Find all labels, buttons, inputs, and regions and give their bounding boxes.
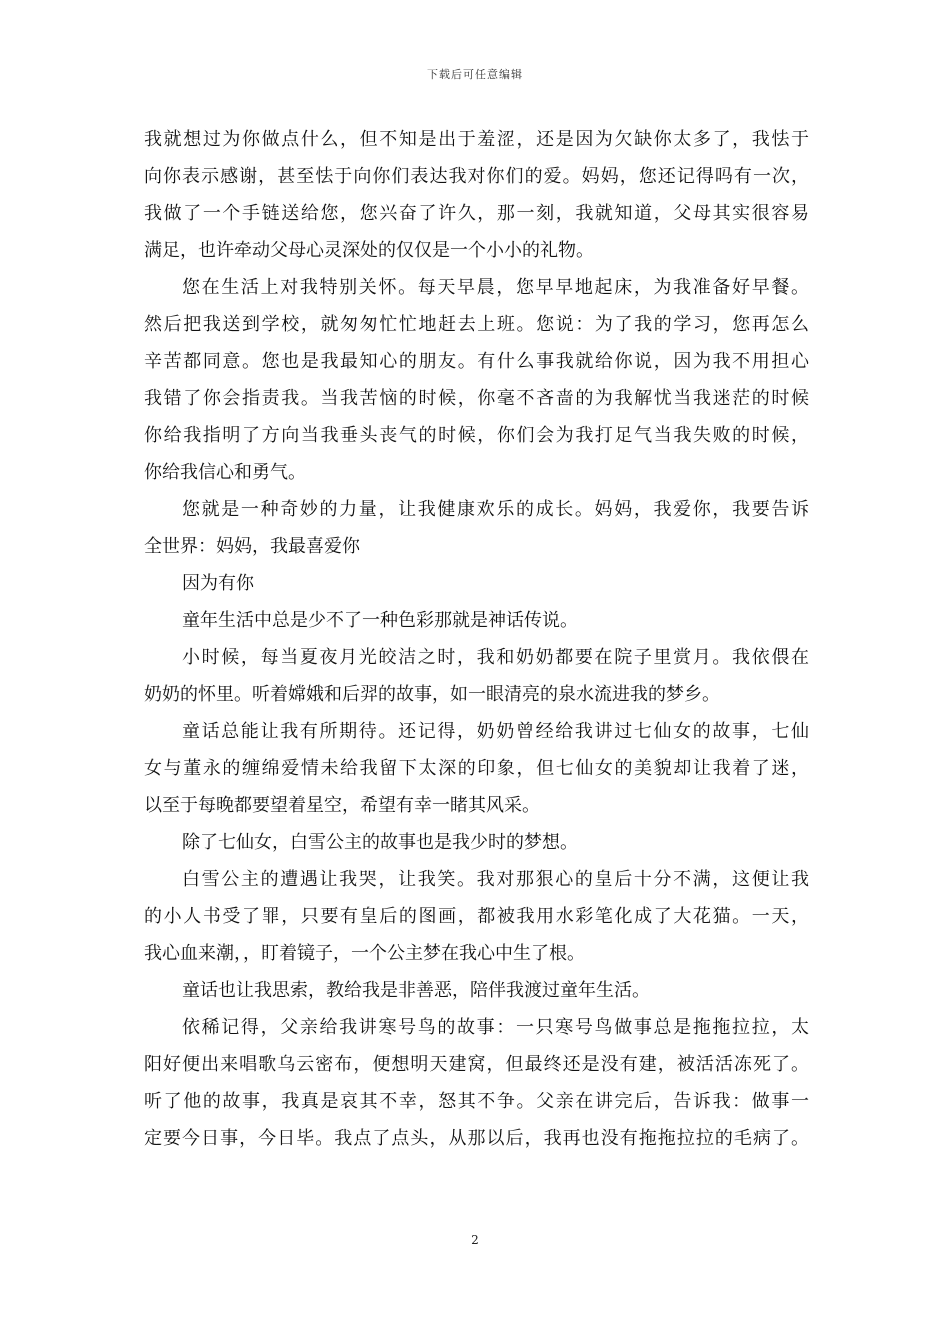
text-line: 我就想过为你做点什么，但不知是出于羞涩，还是因为欠缺你太多了，我怯于 (144, 129, 809, 150)
text-line: 我做了一个手链送给您，您兴奋了许久，那一刻，我就知道，父母其实很容易 (144, 203, 809, 224)
text-line: 辛苦都同意。您也是我最知心的朋友。有什么事我就给你说，因为我不用担心 (144, 351, 809, 372)
text-line: 你给我指明了方向当我垂头丧气的时候，你们会为我打足气当我失败的时候， (144, 425, 809, 446)
page-header: 下载后可任意编辑 (427, 68, 523, 81)
text-line: 定要今日事，今日毕。我点了点头，从那以后，我再也没有拖拖拉拉的毛病了。 (144, 1128, 809, 1149)
text-line: 奶奶的怀里。听着嫦娥和后羿的故事，如一眼清亮的泉水流进我的梦乡。 (144, 684, 720, 705)
text-line: 除了七仙女，白雪公主的故事也是我少时的梦想。 (182, 832, 578, 853)
text-line: 以至于每晚都要望着星空，希望有幸一睹其风采。 (144, 795, 540, 816)
text-line: 满足，也许牵动父母心灵深处的仅仅是一个小小的礼物。 (144, 240, 594, 261)
text-line: 然后把我送到学校，就匆匆忙忙地赶去上班。您说：为了我的学习，您再怎么 (144, 314, 809, 335)
text-line: 全世界：妈妈，我最喜爱你 (144, 536, 360, 557)
text-line: 阳好便出来唱歌乌云密布，便想明天建窝，但最终还是没有建，被活活冻死了。 (144, 1054, 809, 1075)
text-line: 我心血来潮，，盯着镜子，一个公主梦在我心中生了根。 (144, 943, 585, 964)
text-line: 您在生活上对我特别关怀。每天早晨，您早早地起床，为我准备好早餐。 (182, 277, 809, 298)
text-line: 白雪公主的遭遇让我哭，让我笑。我对那狠心的皇后十分不满，这便让我 (182, 869, 809, 890)
text-line: 的小人书受了罪，只要有皇后的图画，都被我用水彩笔化成了大花猫。一天， (144, 906, 809, 927)
text-line: 童话也让我思索，教给我是非善恶，陪伴我渡过童年生活。 (182, 980, 650, 1001)
text-line: 依稀记得，父亲给我讲寒号鸟的故事：一只寒号鸟做事总是拖拖拉拉，太 (182, 1017, 809, 1038)
document-body (144, 121, 809, 1157)
page-number: 2 (471, 1233, 479, 1247)
text-line: 你给我信心和勇气。 (144, 462, 306, 483)
text-line: 向你表示感谢，甚至怯于向你们表达我对你们的爱。妈妈，您还记得吗有一次， (144, 166, 809, 187)
section-title: 因为有你 (182, 573, 254, 594)
text-line: 童话总能让我有所期待。还记得，奶奶曾经给我讲过七仙女的故事，七仙 (182, 721, 809, 742)
text-line: 听了他的故事，我真是哀其不幸，怒其不争。父亲在讲完后，告诉我：做事一 (144, 1091, 809, 1112)
text-line: 小时候，每当夏夜月光皎洁之时，我和奶奶都要在院子里赏月。我依偎在 (182, 647, 809, 668)
text-line: 女与董永的缠绵爱情未给我留下太深的印象，但七仙女的美貌却让我着了迷， (144, 758, 809, 779)
text-line: 童年生活中总是少不了一种色彩那就是神话传说。 (182, 610, 578, 631)
text-line: 您就是一种奇妙的力量，让我健康欢乐的成长。妈妈，我爱你，我要告诉 (182, 499, 809, 520)
text-line: 我错了你会指责我。当我苦恼的时候，你毫不吝啬的为我解忧当我迷茫的时候 (144, 388, 809, 409)
